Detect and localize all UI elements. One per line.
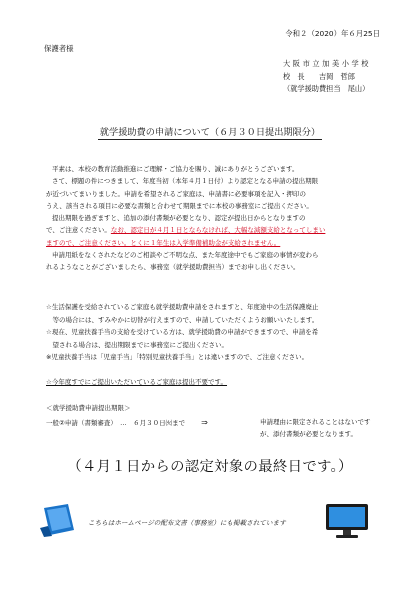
body-line-mixed: [46, 224, 325, 236]
deadline-note: [260, 417, 371, 440]
note-line: ☆現在、児童扶養手当の支給を受けている方は、就学援助費の申請ができますので、申請を希: [46, 328, 319, 337]
tablet-icon: [38, 502, 80, 542]
body-line: 申請用紙をなくされたなどのご相談やご不明な点、また年度途中でもご家庭の事情が変わら: [52, 251, 319, 260]
body-line: 提出期限を過ぎますと、追加の添付書類が必要となり、認定が提出日からとなりますの: [52, 214, 306, 223]
right-arrow-icon: ⇒: [201, 418, 208, 427]
title-text: 就学援助費の申請について（６月３０日提出期限分）: [98, 124, 322, 140]
sender-block: [283, 58, 371, 96]
body-line: さて、標題の件につきまして、年度当初（本年４月１日付）より認定となる申請の提出期限: [52, 177, 319, 186]
deadline-item: [46, 418, 208, 427]
note-line: 望される場合は、提出期限までに事務室にご提出ください。: [46, 340, 228, 349]
footer-notice: こちらはホームページの配布文書（事務室）にも掲載されています: [88, 519, 286, 527]
highlight-message: （４月１日からの認定対象の最終日です。）: [67, 459, 353, 475]
document-date: 令和２（2020）年６月25日: [285, 29, 380, 38]
body-line: が近づいてまいりました。申請を希望されるご家庭は、申請書に必要事項を記入・押印の: [46, 189, 306, 198]
note-line: ☆生活保護を受給されているご家庭も就学援助費申請をされますと、年度途中の生活保護廃止: [46, 303, 319, 311]
deadline-note-line: 申請理由に限定されることはないです: [260, 418, 371, 426]
school-name: 大阪市立加美小学校: [283, 59, 372, 68]
note-line: ※児童扶養手当は「児童手当」「特別児童扶養手当」とは違いますので、ご注意ください。: [46, 353, 309, 362]
recipient: 保護者様: [44, 44, 74, 53]
body-line: うえ、該当される項目に必要な書類と合わせて期限までに本校の事務室にご提出ください。: [46, 201, 313, 210]
note-line: 等の場合には、すみやかに切替が行えますので、申請していただくようお願いいたします。: [46, 315, 319, 324]
principal-name: 校 長 吉岡 哲郎: [283, 71, 355, 81]
body-line: 平素は、本校の教育活動推進にご理解・ご協力を賜り、誠にありがとうございます。: [52, 165, 299, 173]
notes-section: [46, 301, 318, 389]
deadline-text: 一般②申請（書類審査） … ６月３０日㈫まで: [46, 419, 186, 427]
deadline-heading: ＜就学援助費申請提出期限＞: [46, 404, 131, 412]
body-line-warning: [46, 237, 325, 249]
warning-text: ますので、ご注意ください。とくに１年生は入学準備補助金が支給されません。: [46, 238, 281, 247]
deadline-note-line: が、添付書類が必要となります。: [260, 429, 357, 438]
warning-text: なお、認定日が４月１日とならなければ、大幅な減額支給となってしまい: [110, 226, 326, 235]
body-text: [46, 163, 325, 274]
body-line: れるようなことがございましたら、事務室（就学援助費担当）までお申し出ください。: [46, 263, 300, 272]
page-title: [0, 124, 420, 140]
note-no-submission: ☆今年度すでにご提出いただいているご家庭は提出不要です。: [46, 377, 228, 386]
contact-person: （就学援助費担当 尾山）: [283, 84, 370, 93]
monitor-icon: [324, 503, 370, 543]
body-text-plain: で、ご注意ください。: [46, 226, 111, 235]
